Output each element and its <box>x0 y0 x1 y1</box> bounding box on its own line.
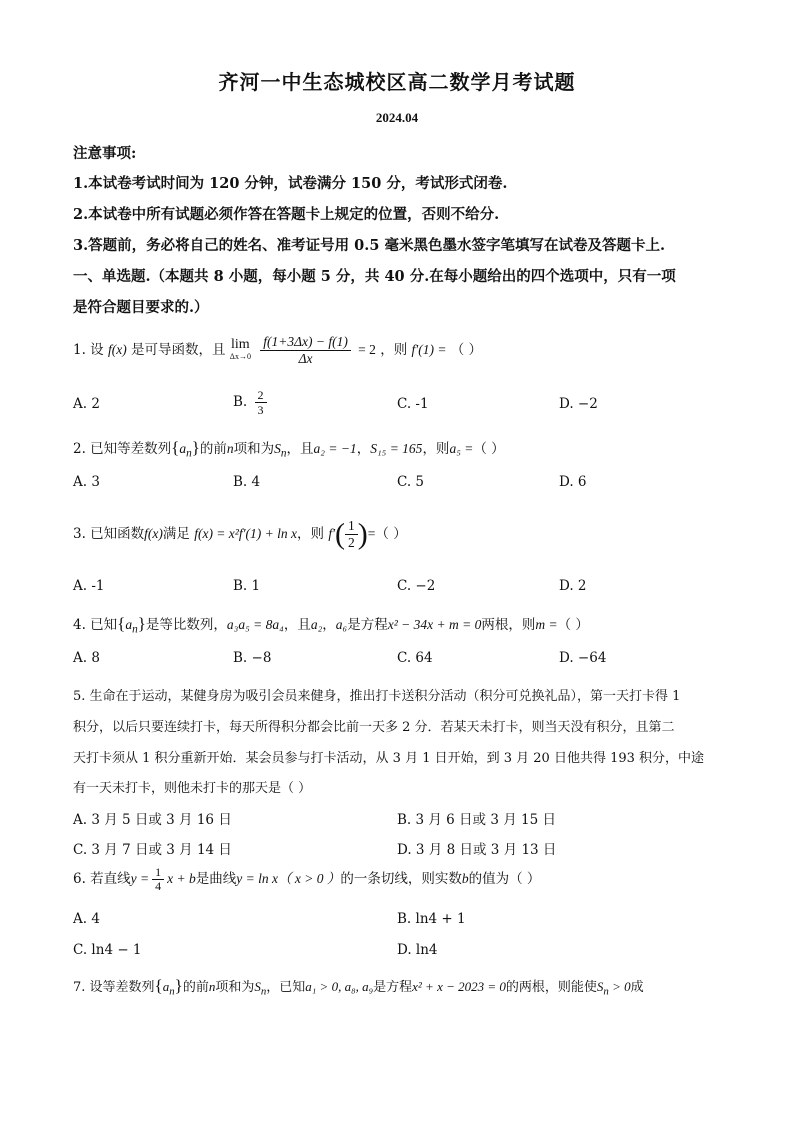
q3-ask-f: f′ <box>328 526 336 541</box>
q1-option-a: A. 2 <box>73 396 100 412</box>
q5-line-3: 天打卡须从 1 积分重新开始．某会员参与打卡活动，从 3 月 1 日开始，到 3 月 20 日他共得 193 积分，中途 <box>73 751 705 766</box>
q6-mid3: 的值为（ ） <box>468 871 541 887</box>
q3-den: 2 <box>348 535 355 550</box>
q6-cond: （ x > 0 ） <box>278 871 341 886</box>
q2-option-c: C. 5 <box>397 474 425 490</box>
q2-mid4: ，则 <box>422 441 450 457</box>
q2-text: 2. 已知等差数列 <box>73 441 172 457</box>
question-3 <box>73 518 407 551</box>
q7-mid3: ，已知 <box>266 980 306 995</box>
q2-ask: a₅ = <box>449 441 474 456</box>
q4-a6: a₆ <box>335 617 348 632</box>
q2-brace-close: } <box>191 438 200 457</box>
q1-lim-sub: Δx→0 <box>229 351 251 361</box>
q7-cond: a₁ > 0, a₈, a₉ <box>305 979 374 994</box>
q4-option-d: D. −64 <box>559 650 607 666</box>
q2-option-d: D. 6 <box>559 474 587 490</box>
q7-brace-open: { <box>154 976 163 995</box>
q4-mid2: ，且 <box>283 617 311 633</box>
q3-fx: f(x) <box>144 526 163 541</box>
q4-seq-sub: n <box>132 623 138 636</box>
note-item-1: 1.本试卷考试时间为 120 分钟，试卷满分 150 分，考试形式闭卷. <box>73 175 508 192</box>
q6-rest: x + b <box>167 871 196 886</box>
question-4 <box>73 613 589 636</box>
q2-mid2: 项和为 <box>233 441 275 457</box>
q7-n: n <box>208 979 216 994</box>
q2-S-sub: n <box>280 447 287 460</box>
q4-equation: x² − 34x + m = 0 <box>387 617 482 632</box>
q1-post: ，则 <box>380 342 408 358</box>
q1-lim-word: lim <box>231 336 250 352</box>
q5-line-2: 积分，以后只要连续打卡，每天所得积分都会比前一天多 2 分．若某天未打卡，则当天没有积分，且第二 <box>73 720 675 735</box>
q1-text: 1. 设 <box>73 342 104 358</box>
q7-mid1: 的前 <box>182 980 209 995</box>
q1-option-d: D. −2 <box>559 396 598 412</box>
notes-heading: 注意事项: <box>73 145 137 162</box>
q1-fx: f(x) <box>107 342 127 357</box>
q6-mid1: 是曲线 <box>195 871 237 887</box>
q2-option-a: A. 3 <box>73 474 100 490</box>
q7-ask-sub: n <box>603 985 609 998</box>
q2-mid3: ，且 <box>286 441 314 457</box>
q6-text: 6. 若直线 <box>73 871 131 887</box>
q3-option-c: C. −2 <box>397 578 436 594</box>
q7-mid4: 是方程 <box>373 980 413 995</box>
q2-cond1: a₂ = −1 <box>313 441 357 456</box>
q3-option-d: D. 2 <box>559 578 587 594</box>
q1-text-mid: 是可导函数，且 <box>131 342 226 358</box>
q5-line-4: 有一天未打卡，则他未打卡的那天是（ ） <box>73 781 312 796</box>
q7-mid5: 的两根，则能使 <box>505 980 597 995</box>
q2-cond2: S₁₅ = 165 <box>370 441 423 456</box>
q7-brace-close: } <box>174 976 183 995</box>
q1-option-b-den: 3 <box>257 403 264 417</box>
q6-y: y = <box>130 871 150 886</box>
q6-mid2: 的一条切线，则实数 <box>340 871 462 887</box>
q7-seq-sub: n <box>169 985 175 998</box>
q6-b: b <box>461 871 469 886</box>
q4-ask: m = <box>535 617 558 632</box>
q3-answer-paren: （ ） <box>375 526 407 542</box>
q4-brace-open: { <box>117 614 126 633</box>
q1-answer-paren: （ ） <box>450 342 483 358</box>
q6-option-d: D. ln4 <box>397 942 438 958</box>
q5-option-b: B. 3 月 6 日或 3 月 15 日 <box>397 812 556 828</box>
q7-text: 7. 设等差数列 <box>73 980 155 995</box>
q3-paren-close: ) <box>357 517 368 551</box>
q7-S-sub: n <box>260 985 267 998</box>
q4-mid4: 是方程 <box>347 617 388 633</box>
q1-option-b-fraction <box>255 388 267 417</box>
note-item-3: 3.答题前，务必将自己的姓名、准考证号用 0.5 毫米黑色墨水签字笔填写在试卷及答题卡上. <box>73 237 666 254</box>
q3-eq: = <box>367 526 376 541</box>
q1-rhs: = 2 <box>358 342 376 357</box>
q4-a2: a₂ <box>310 617 323 632</box>
q4-mid1: 是等比数列， <box>145 617 227 633</box>
q3-option-a: A. -1 <box>73 578 105 594</box>
q1-numerator: f(1+3Δx) − f(1) <box>260 334 351 351</box>
q5-option-a: A. 3 月 5 日或 3 月 16 日 <box>73 812 232 828</box>
q2-answer-paren: （ ） <box>473 441 505 457</box>
q2-seq-sub: n <box>186 447 192 460</box>
section-heading-line-2: 是符合题目要求的.） <box>73 299 209 316</box>
q3-option-b: B. 1 <box>233 578 261 594</box>
section-heading-line-1: 一、单选题.（本题共 8 小题，每小题 5 分，共 40 分.在每小题给出的四个选项中，只有一项 <box>73 268 676 285</box>
q6-curve: y = ln x <box>236 871 278 886</box>
note-item-2: 2.本试卷中所有试题必须作答在答题卡上规定的位置，否则不给分. <box>73 206 500 223</box>
q2-seq: a <box>179 441 187 456</box>
q1-option-b <box>233 388 270 417</box>
q7-mid2: 项和为 <box>215 980 255 995</box>
q4-option-a: A. 8 <box>73 650 100 666</box>
q5-option-c: C. 3 月 7 日或 3 月 14 日 <box>73 842 232 858</box>
q7-equation: x² + x − 2023 = 0 <box>412 979 506 994</box>
q6-option-c: C. ln4 − 1 <box>73 942 142 958</box>
q7-ask-rest: > 0 <box>608 979 631 994</box>
exam-title: 齐河一中生态城校区高二数学月考试题 <box>218 70 576 94</box>
q2-option-b: B. 4 <box>233 474 261 490</box>
q6-num: 1 <box>152 866 164 880</box>
q5-option-d: D. 3 月 8 日或 3 月 13 日 <box>397 842 557 858</box>
question-2 <box>73 437 505 460</box>
exam-date: 2024.04 <box>375 110 419 125</box>
q4-text: 4. 已知 <box>73 617 118 633</box>
q2-sep: ， <box>356 441 371 457</box>
q4-option-b: B. −8 <box>233 650 272 666</box>
question-6 <box>73 866 540 893</box>
q6-fraction <box>152 866 164 893</box>
q4-answer-paren: （ ） <box>557 617 589 633</box>
q7-S: S <box>254 979 261 994</box>
q4-option-c: C. 64 <box>397 650 433 666</box>
q1-option-c: C. -1 <box>397 396 429 412</box>
q3-num: 1 <box>345 518 358 535</box>
q4-mid3: ， <box>322 617 336 633</box>
q2-brace-open: { <box>171 438 180 457</box>
q2-mid1: 的前 <box>199 441 227 457</box>
q4-brace-close: } <box>137 614 146 633</box>
q6-option-a: A. 4 <box>73 911 100 927</box>
q6-option-b: B. ln4 + 1 <box>397 911 466 927</box>
q1-option-b-num: 2 <box>255 388 267 403</box>
q1-fraction <box>260 334 351 367</box>
q7-ask: S <box>596 979 604 994</box>
q2-S: S <box>274 441 281 456</box>
q3-text: 3. 已知函数 <box>73 526 145 542</box>
q3-mid2: ，则 <box>297 526 325 542</box>
q4-cond1: a₃a₅ = 8a₄ <box>226 617 284 632</box>
q7-tail: 成 <box>630 980 644 995</box>
q3-paren-open: ( <box>335 517 346 551</box>
q2-n: n <box>226 441 234 456</box>
q1-limit <box>229 336 251 363</box>
q1-ask: f′(1) = <box>411 342 447 357</box>
q4-seq: a <box>125 617 133 632</box>
q7-seq: a <box>162 979 170 994</box>
q1-denominator: Δx <box>298 351 313 366</box>
q6-den: 4 <box>155 879 162 893</box>
q1-option-b-label: B. <box>233 394 248 410</box>
question-7 <box>73 976 644 998</box>
q4-mid5: 两根，则 <box>481 617 536 633</box>
q5-line-1: 5. 生命在于运动，某健身房为吸引会员来健身，推出打卡送积分活动（积分可兑换礼品），第一天打卡得 1 <box>73 689 681 704</box>
q3-mid: 满足 <box>162 526 190 542</box>
q3-fraction <box>345 518 358 551</box>
q3-equation: f(x) = x²f′(1) + ln x <box>194 526 298 541</box>
question-1 <box>73 334 482 367</box>
